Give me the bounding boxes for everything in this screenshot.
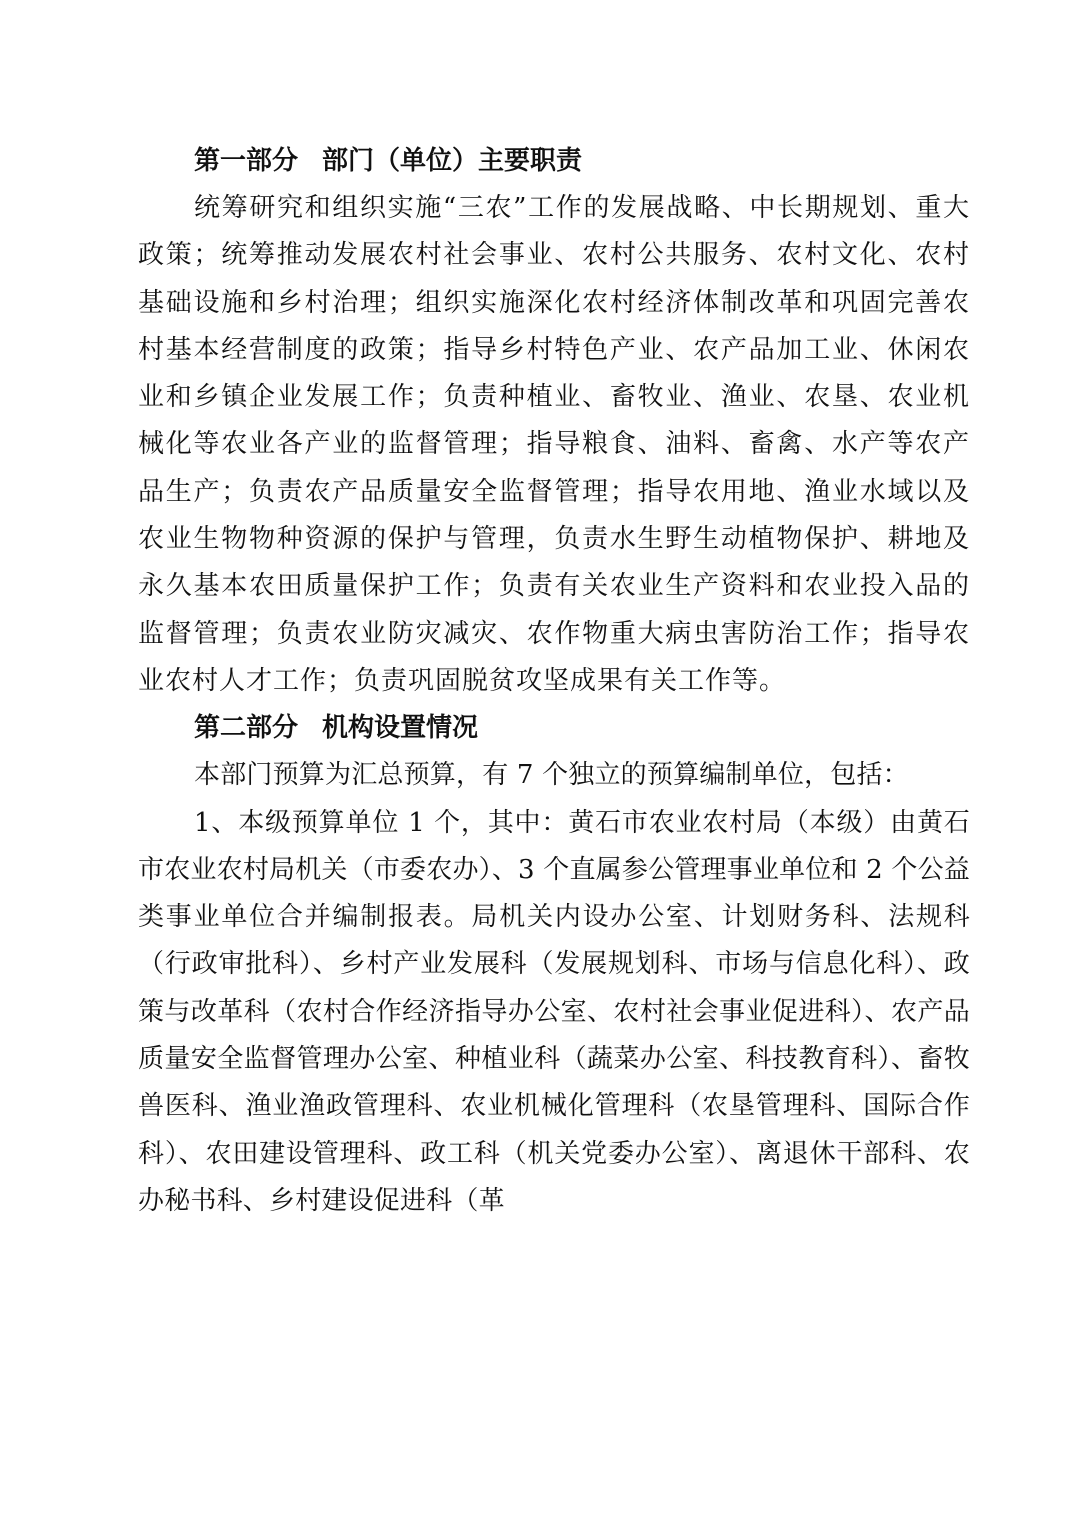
section-1-heading bbox=[138, 138, 970, 185]
section-1-paragraph-1: 统筹研究和组织实施“三农”工作的发展战略、中长期规划、重大政策；统筹推动发展农村社会事业、农村公共服务、农村文化、农村基础设施和乡村治理；组织实施深化农村经济体制改革和巩固完善农村基本经营制度的政策；指导乡村特色产业、农产品加工业、休闲农业和乡镇企业发展工作；负责种植业、畜牧业、渔业、农垦、农业机械化等农业各产业的监督管理；指导粮食、油料、畜禽、水产等农产品生产；负责农产品质量安全监督管理；指导农用地、渔业水域以及农业生物物种资源的保护与管理，负责水生野生动植物保护、耕地及永久基本农田质量保护工作；负责有关农业生产资料和农业投入品的监督管理；负责农业防灾减灾、农作物重大病虫害防治工作；指导农业农村人才工作；负责巩固脱贫攻坚成果有关工作等。 bbox=[138, 193, 970, 696]
document-body bbox=[138, 138, 970, 1225]
section-2-paragraph-1: 本部门预算为汇总预算，有 7 个独立的预算编制单位，包括： bbox=[194, 760, 909, 791]
section-2-paragraph-2: 1、本级预算单位 1 个，其中：黄石市农业农村局（本级）由黄石市农业农村局机关（市委农办）、3 个直属参公管理事业单位和 2 个公益类事业单位合并编制报表。局机关内设办公室、计划财务科、法规科（行政审批科）、乡村产业发展科（发展规划科、市场与信息化科）、政策与改革科（农村合作经济指导办公室、农村社会事业促进科）、农产品质量安全监督管理办公室、种植业科（蔬菜办公室、科技教育科）、畜牧兽医科、渔业渔政管理科、农业机械化管理科（农垦管理科、国际合作科）、农田建设管理科、政工科（机关党委办公室）、离退休干部科、农办秘书科、乡村建设促进科（革 bbox=[138, 807, 970, 1216]
section-2-number: 第二部分 bbox=[194, 713, 299, 744]
section-1-number: 第一部分 bbox=[194, 146, 299, 176]
section-2-title: 机构设置情况 bbox=[322, 713, 479, 744]
section-2-heading bbox=[138, 705, 970, 752]
section-1-title: 部门（单位）主要职责 bbox=[322, 146, 583, 176]
